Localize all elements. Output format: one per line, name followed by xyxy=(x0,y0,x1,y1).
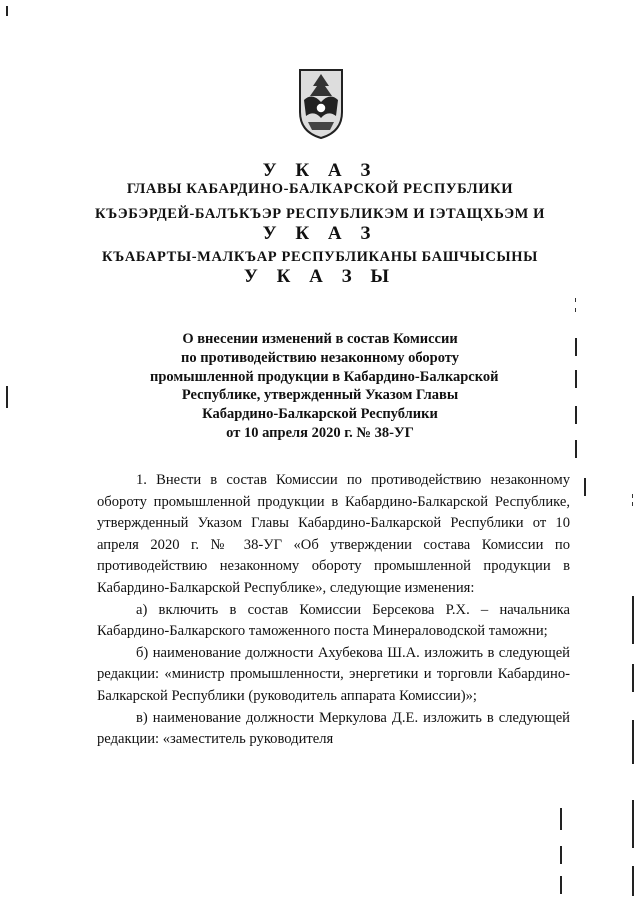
scan-mark xyxy=(584,478,586,496)
decree-body xyxy=(97,470,570,751)
decree-title-line: промышленной продукции в Кабардино-Балкарской xyxy=(150,368,499,385)
scan-mark xyxy=(575,406,577,424)
paragraph-b: б) наименование должности Ахубекова Ш.А. изложить в следующей редакции: «министр промышленности, энергетики и торговли Кабардино-Балкарской Республики (руководитель аппарата Комиссии)»; xyxy=(97,644,570,704)
paragraph-c: в) наименование должности Меркулова Д.Е. изложить в следующей редакции: «заместитель руководителя xyxy=(97,709,570,748)
scan-mark xyxy=(632,866,634,896)
scan-mark xyxy=(575,298,576,302)
scan-mark xyxy=(632,494,633,498)
decree-title-line: по противодействию незаконному обороту xyxy=(181,349,459,366)
scan-mark xyxy=(6,386,8,408)
decree-title xyxy=(150,330,499,443)
scan-mark xyxy=(632,800,634,848)
scan-mark xyxy=(632,720,634,764)
scan-mark xyxy=(575,440,577,458)
coat-of-arms-icon xyxy=(296,66,346,140)
paragraph-1: 1. Внести в состав Комиссии по противодействию незаконному обороту промышленной продукции в Кабардино-Балкарской Республике, утвержденный Указом Главы Кабардино-Балкарской Республики от 10 апреля 2020 г. № 38-УГ «Об утверждении состава Комиссии по противодействию незаконному обороту промышленной продукции в Кабардино-Балкарской Республике», следующие изменения: xyxy=(97,472,570,596)
header-ukaz-ru: У К А З xyxy=(262,160,378,181)
paragraph-a: а) включить в состав Комиссии Берсекова Р.Х. – начальника Кабардино-Балкарского таможенного поста Минераловодской таможни; xyxy=(97,601,570,640)
scan-mark xyxy=(575,308,576,312)
scan-mark xyxy=(560,876,562,894)
scan-mark xyxy=(632,596,634,644)
scan-mark xyxy=(575,370,577,388)
decree-title-line: Кабардино-Балкарской Республики xyxy=(202,406,438,423)
header-ukaz-bal: У К А З Ы xyxy=(243,266,397,287)
decree-title-line: О внесении изменений в состав Комиссии xyxy=(182,331,458,347)
header-ukaz-kab: У К А З xyxy=(262,223,378,244)
scan-mark xyxy=(632,502,633,506)
header-head-bal: КЪАБАРТЫ-МАЛКЪАР РЕСПУБЛИКАНЫ БАШЧЫСЫНЫ xyxy=(102,249,538,265)
scan-mark xyxy=(6,6,8,16)
decree-title-line: Республике, утвержденный Указом Главы xyxy=(181,387,459,404)
header-head-ru: ГЛАВЫ КАБАРДИНО-БАЛКАРСКОЙ РЕСПУБЛИКИ xyxy=(126,181,514,197)
header-head-kab: КЪЭБЭРДЕЙ-БАЛЪКЪЭР РЕСПУБЛИКЭМ И ІЭТАЩХЬЭМ И xyxy=(94,206,546,222)
scan-mark xyxy=(575,338,577,356)
scan-mark xyxy=(560,808,562,830)
scan-mark xyxy=(632,664,634,692)
decree-title-line: от 10 апреля 2020 г. № 38-УГ xyxy=(226,424,414,441)
scan-mark xyxy=(560,846,562,864)
